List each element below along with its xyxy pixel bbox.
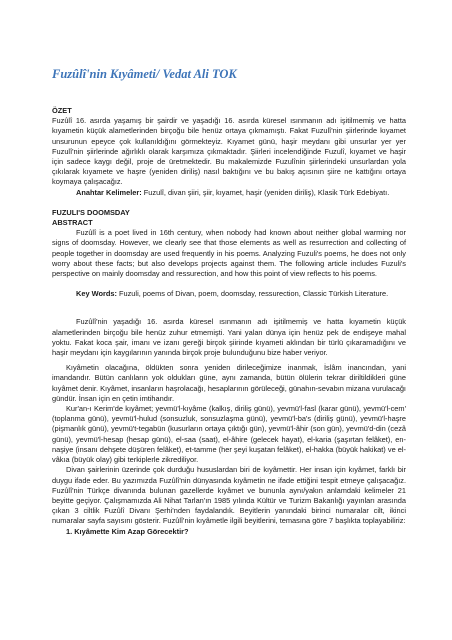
main-paragraph-2: Kıyâmetin olacağına, öldükten sonra yeniden dirileceğimize inanmak, İslâm inancından, yani imandandır. Bütün canlıların yok oldukları güne, aynı zamanda, bütün ölülerin tekrar diriltildikleri güne kıyâmet denir. Kıyâmet, insanların haşrolacağı, hesaplarının görüleceği, günahın-sevabın mizana vurulacağı gündür. İnsan için en çetin imtihandır. <box>52 363 406 403</box>
main-paragraph-3: Kur'an-ı Kerim'de kıyâmet; yevmü'l-kıyâme (kalkış, diriliş günü), yevmü'l-fasl (karar günü), yevmü'l-cem' (toplanma günü), yevmü'l-hulud (sonsuzluk, sonsuzlaşma günü), yevmü'l-ba's (diriliş günü), yevmü'l-haşre (pişmanlık günü), yevmü't-tegabün (kusurların ortaya çıktığı gün), yevmü'l-âhir (son gün), yevmü'd-din (cezâ günü), yevmü'l-hesap (hesap günü), el-saa (saat), el-âhire (gelecek hayat), el-karia (şaşırtan felâket), en-naşiye (insanı dehşete düşüren felâket), et-tamme (her şeyi kuşatan felâket), el-hakka (büyük hakikat) ve el-vâkıa (büyük olay) gibi terkiplerle zikrediliyor. <box>52 404 406 465</box>
english-title: FUZULI'S DOOMSDAY <box>52 207 130 217</box>
anahtar-kelimeler-text: Fuzulî, divan şiiri, şiir, kıyamet, haşir (yeniden diriliş), Klasik Türk Edebiyatı. <box>141 187 390 197</box>
anahtar-kelimeler-label: Anahtar Kelimeler: <box>76 187 142 197</box>
key-words-text: Fuzuli, poems of Divan, poem, doomsday, ressurection, Classic Türkish Literature. <box>116 289 389 299</box>
main-paragraph-1: Fuzûlî'nin yaşadığı 16. asırda küresel ısınmanın adı işitilmemiş ve hatta kıyametin küçük alametlerinden birçoğu bile henüz zuhur etmemişti. Yani yalan dünya için henüz pek de endişeye mahal yoktu. Fakat koca şair, imanı ve izanı gereği birçok şiirinde kıyameti aklından bir türlü çıkaramadığını ve haşir meydanı için kaygılarının yanında birçok proje bulunduğunu bize haber veriyor. <box>52 317 406 358</box>
abstract-heading: ABSTRACT <box>52 218 93 228</box>
article-title: Fuzûlî'nin Kıyâmeti/ Vedat Ali TOK <box>52 67 237 81</box>
key-words-label: Key Words: <box>76 289 117 299</box>
ozet-heading: ÖZET <box>52 106 72 115</box>
section-subheading: 1. Kıyâmette Kim Azap Görecektir? <box>66 526 189 536</box>
main-paragraph-4: Divan şairlerinin üzerinde çok durduğu hususlardan biri de kıyâmettir. Her insan için kıyâmet, farklı bir duygu ifade eder. Bu yazımızda Fuzûlî'nin dünyasında kıyâmetin ne ifade ettiğini tespit etmeye çalışacağız. Fuzûlî'nin Türkçe divanında bulunan gazellerde kıyâmet ve bununla aynı/yakın anlamdaki kelimeler 21 beyitte geçiyor. Çalışmamızda Ali Nihat Tarlan'ın 1985 yılında Kültür ve Turizm Bakanlığı yayınları arasında çıkan 3 ciltlik Fuzûlî Divanı Şerhi'nden faydalandık. Beyitlerin yanındaki birinci numaralar cilt, ikinci numaralar sayfa sayısını gösterir. Fuzûlî'nin kıyâmetle ilgili beyitlerini, temasına göre 7 başlıkta toplayabiliriz: <box>52 465 406 526</box>
key-words <box>52 289 406 299</box>
anahtar-kelimeler <box>52 188 406 198</box>
article-body <box>52 106 406 537</box>
abstract-paragraph: Fuzûlî is a poet lived in 16th century, when nobody had known about neither global warming nor signs of doomsday. However, we clearly see that those elements as well as resurrection and collecting of people together in doomsday are used frequently in his poems. Analyzing Fuzuli's poems, he does not only worry about these facts; but also develops projects against them. The following article includes Fuzuli's perspective on mainly doomsday and ressurection, and how this point of view reflects to his poems. <box>52 228 406 279</box>
ozet-paragraph: Fuzûlî 16. asırda yaşamış bir şairdir ve yaşadığı 16. asırda küresel ısınmanın adı işitilmemiş ve hatta kıyametin küçük alametlerinden birçoğu bile henüz ortaya çıkmamıştı. Fakat Fuzulî'nin şiirlerinde kıyamet unsurunun epeyce çok kullanıldığını görmekteyiz. Kıyamet günü, haşir meydanı gibi unsurlar yer yer Fuzulî'nin şiirlerinde ağırlıklı olarak karşımıza çıkmaktadır. Şiirleri incelendiğinde Fuzulî, kıyamet ve haşir için sadece kaygı değil, proje de üretmektedir. Bu makalemizde Fuzulînin şiirlerindeki unsurlardan yola çıkılarak kıyamete ve haşre (yeniden diriliş) nasıl baktığını ve bu bakış açısının şiire ne kattığını ortaya koymaya çalışacağız. <box>52 116 406 187</box>
